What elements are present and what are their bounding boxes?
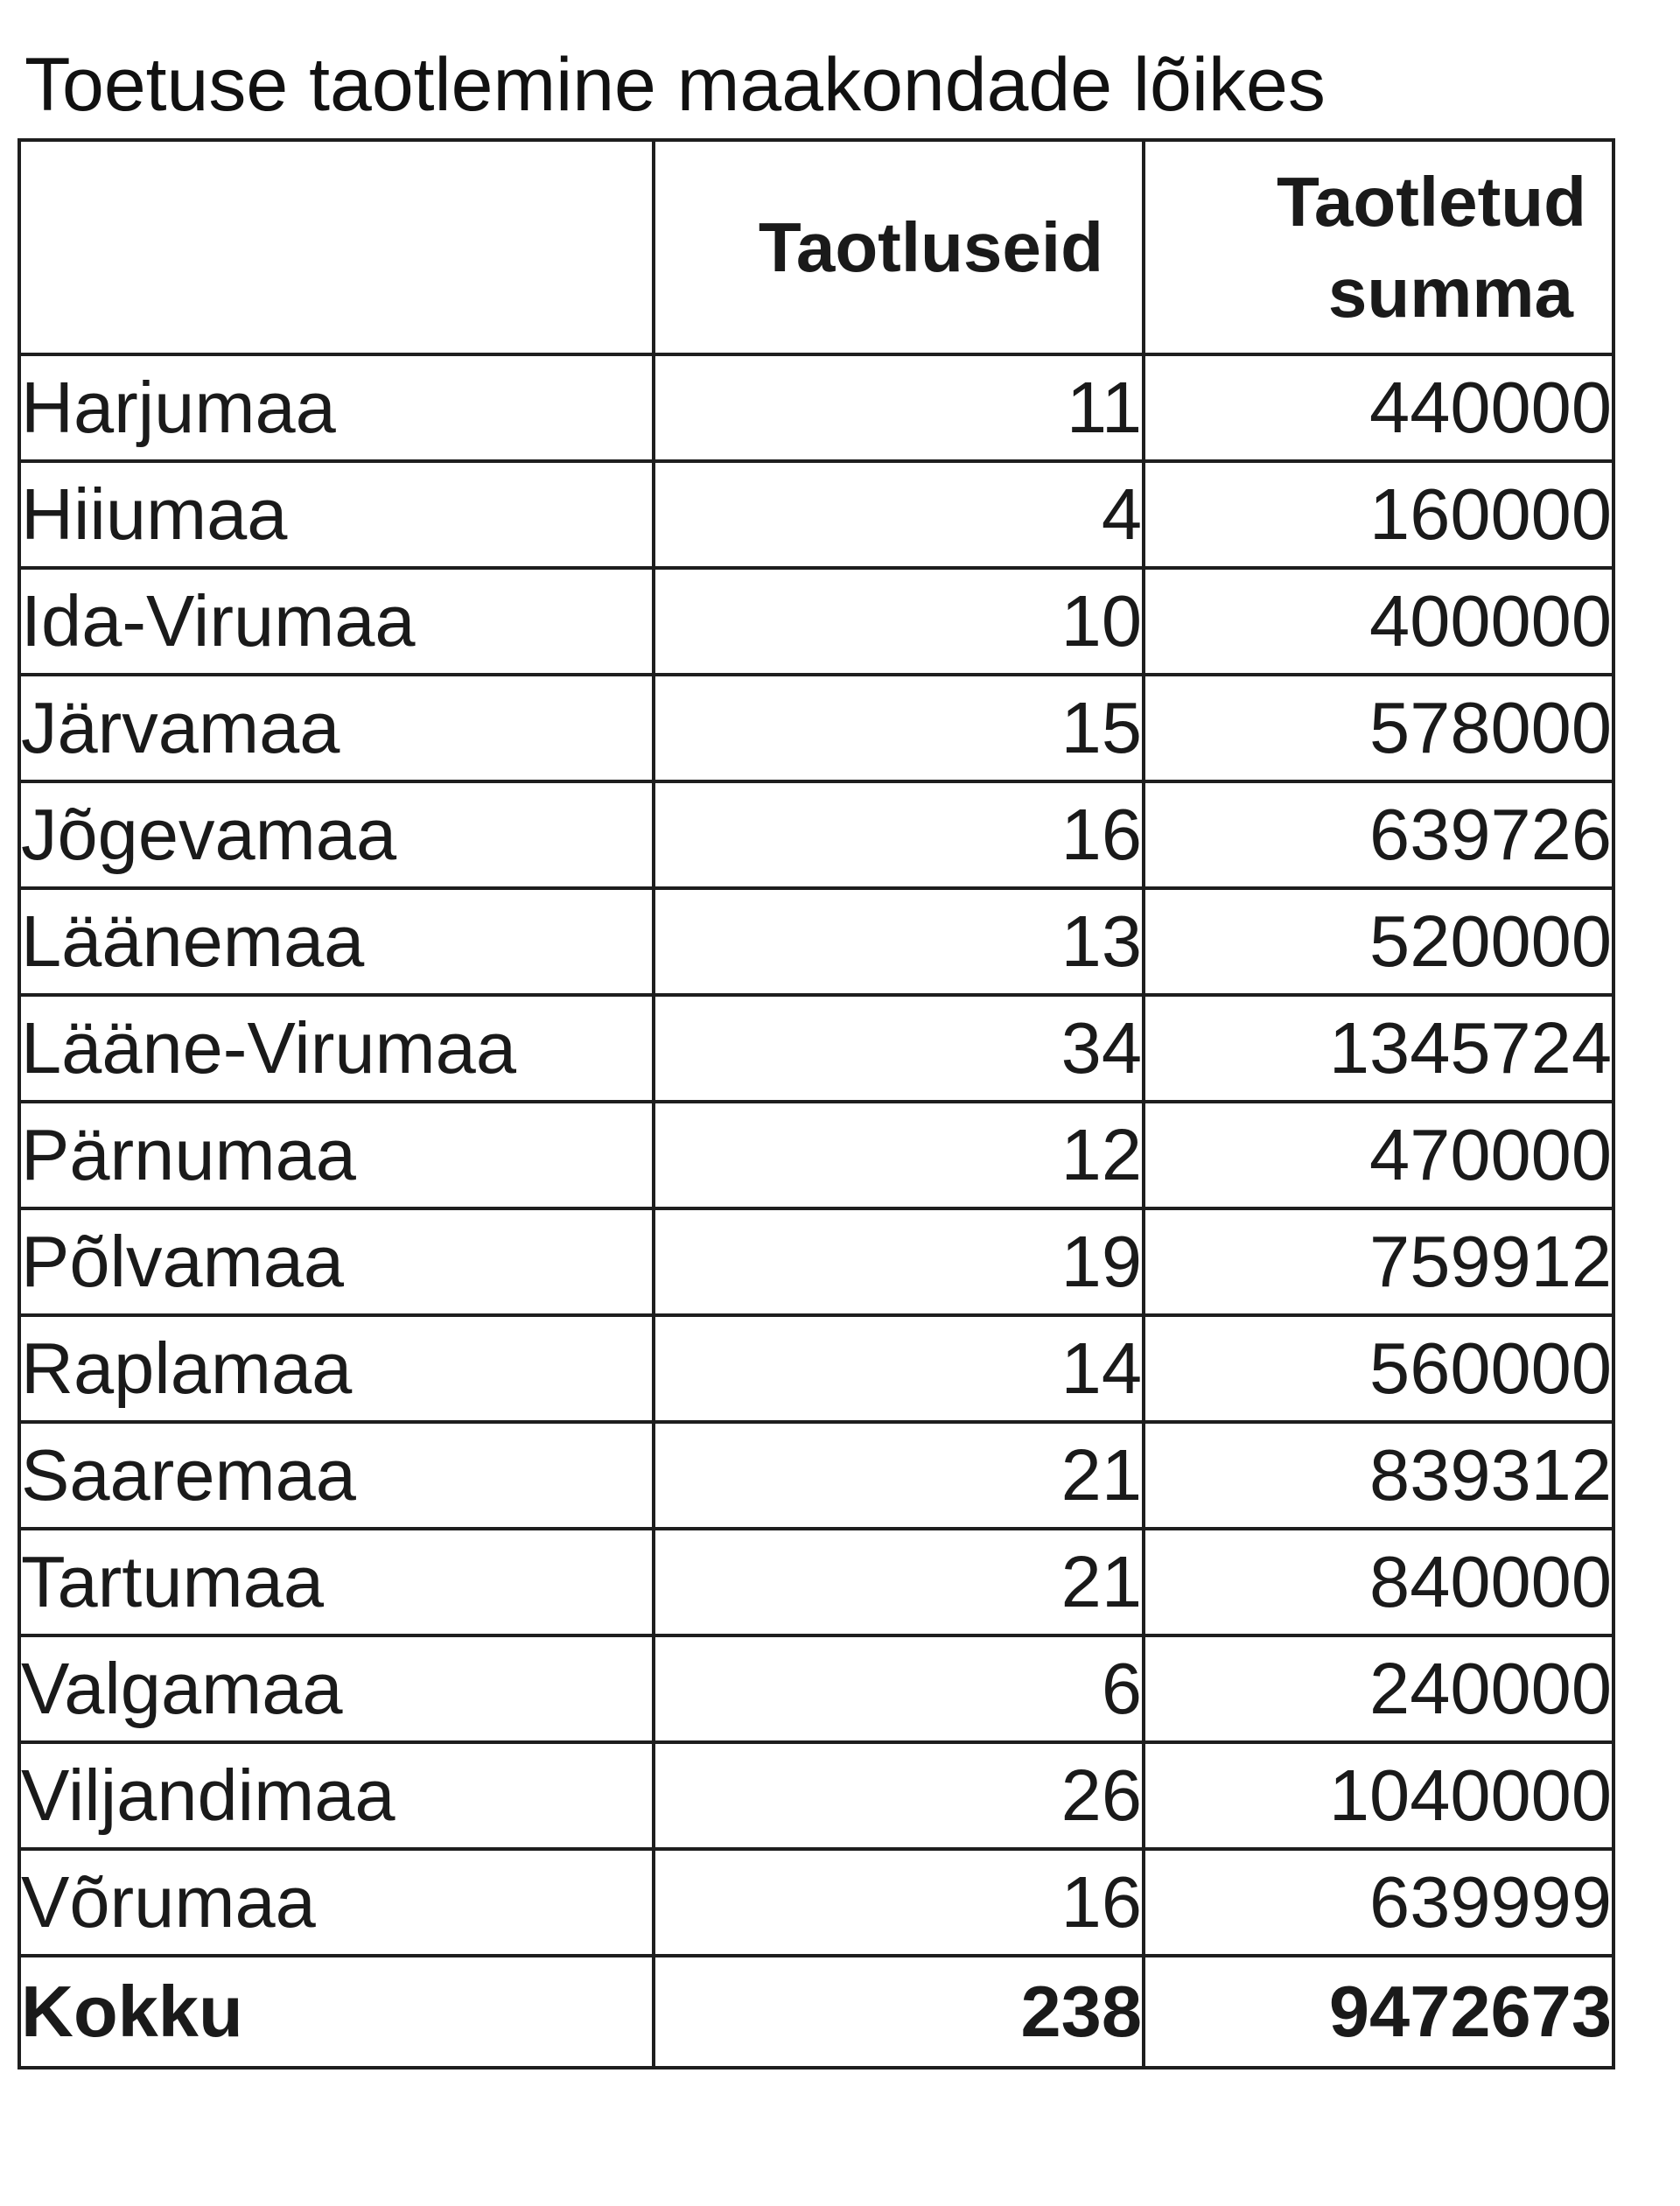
county-name: Raplamaa	[19, 1315, 654, 1422]
requested-amount: 759912	[1144, 1208, 1614, 1315]
requested-amount: 840000	[1144, 1529, 1614, 1635]
applications-count: 12	[654, 1102, 1144, 1208]
table-row	[19, 995, 1614, 1102]
requested-amount: 639999	[1144, 1849, 1614, 1956]
applications-table	[18, 138, 1615, 2069]
county-name: Lääne-Virumaa	[19, 995, 654, 1102]
requested-amount: 240000	[1144, 1635, 1614, 1742]
table-row	[19, 1208, 1614, 1315]
requested-amount: 440000	[1144, 354, 1614, 461]
county-name: Saaremaa	[19, 1422, 654, 1529]
county-name: Läänemaa	[19, 888, 654, 995]
applications-count: 16	[654, 1849, 1144, 1956]
requested-amount: 470000	[1144, 1102, 1614, 1208]
total-row	[19, 1956, 1614, 2068]
county-name: Valgamaa	[19, 1635, 654, 1742]
table-row	[19, 1742, 1614, 1849]
applications-count: 10	[654, 568, 1144, 675]
applications-count: 4	[654, 461, 1144, 568]
applications-count: 13	[654, 888, 1144, 995]
county-name: Tartumaa	[19, 1529, 654, 1635]
table-row	[19, 1422, 1614, 1529]
header-county	[19, 140, 654, 354]
requested-amount: 1345724	[1144, 995, 1614, 1102]
table-body	[19, 354, 1614, 1956]
total-applications: 238	[654, 1956, 1144, 2068]
requested-amount: 560000	[1144, 1315, 1614, 1422]
applications-count: 11	[654, 354, 1144, 461]
county-name: Põlvamaa	[19, 1208, 654, 1315]
county-name: Ida-Virumaa	[19, 568, 654, 675]
requested-amount: 160000	[1144, 461, 1614, 568]
requested-amount: 839312	[1144, 1422, 1614, 1529]
header-amount: Taotletud summa	[1144, 140, 1614, 354]
total-amount: 9472673	[1144, 1956, 1614, 2068]
table-row	[19, 675, 1614, 781]
table-row	[19, 1849, 1614, 1956]
table-title: Toetuse taotlemine maakondade lõikes	[24, 43, 1326, 127]
applications-count: 21	[654, 1529, 1144, 1635]
county-name: Järvamaa	[19, 675, 654, 781]
total-label: Kokku	[19, 1956, 654, 2068]
table-row	[19, 354, 1614, 461]
requested-amount: 520000	[1144, 888, 1614, 995]
header-row	[19, 140, 1614, 354]
applications-count: 15	[654, 675, 1144, 781]
county-name: Võrumaa	[19, 1849, 654, 1956]
table-row	[19, 1635, 1614, 1742]
applications-count: 14	[654, 1315, 1144, 1422]
table-row	[19, 888, 1614, 995]
county-name: Viljandimaa	[19, 1742, 654, 1849]
applications-count: 21	[654, 1422, 1144, 1529]
county-name: Harjumaa	[19, 354, 654, 461]
county-name: Jõgevamaa	[19, 781, 654, 888]
requested-amount: 578000	[1144, 675, 1614, 781]
requested-amount: 639726	[1144, 781, 1614, 888]
table-row	[19, 1315, 1614, 1422]
table-row	[19, 781, 1614, 888]
table-row	[19, 461, 1614, 568]
applications-count: 19	[654, 1208, 1144, 1315]
table-row	[19, 1529, 1614, 1635]
county-name: Hiiumaa	[19, 461, 654, 568]
applications-count: 6	[654, 1635, 1144, 1742]
requested-amount: 1040000	[1144, 1742, 1614, 1849]
table-row	[19, 1102, 1614, 1208]
county-name: Pärnumaa	[19, 1102, 654, 1208]
header-applications: Taotluseid	[654, 140, 1144, 354]
applications-count: 26	[654, 1742, 1144, 1849]
applications-count: 16	[654, 781, 1144, 888]
table-row	[19, 568, 1614, 675]
applications-count: 34	[654, 995, 1144, 1102]
requested-amount: 400000	[1144, 568, 1614, 675]
